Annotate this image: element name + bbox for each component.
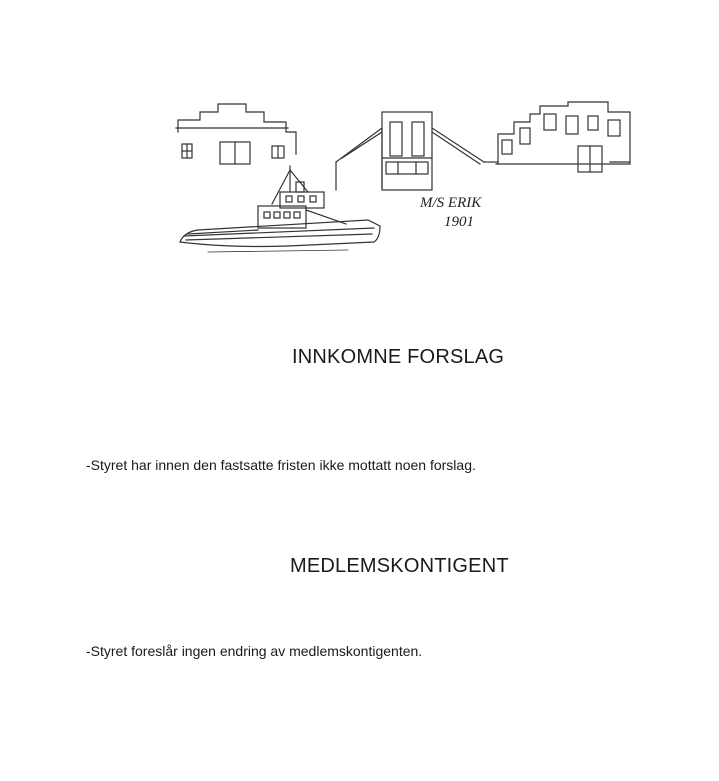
section-text-membership-fee: -Styret foreslår ingen endring av medlemskontigenten. bbox=[86, 643, 423, 659]
section-heading-membership-fee: MEDLEMSKONTIGENT bbox=[290, 555, 509, 577]
right-building-drawing bbox=[496, 102, 630, 172]
section-text-proposals: -Styret har innen den fastsatte fristen ikke mottatt noen forslag. bbox=[86, 457, 476, 473]
logo-ship-year: 1901 bbox=[444, 214, 474, 230]
ship-and-buildings-illustration bbox=[168, 92, 638, 262]
left-building-drawing bbox=[176, 104, 296, 164]
center-building-drawing bbox=[336, 112, 498, 190]
section-heading-proposals: INNKOMNE FORSLAG bbox=[292, 346, 505, 368]
ms-erik-logo bbox=[168, 92, 638, 262]
tugboat-drawing bbox=[180, 166, 380, 252]
logo-ship-name: M/S ERIK bbox=[420, 195, 482, 211]
